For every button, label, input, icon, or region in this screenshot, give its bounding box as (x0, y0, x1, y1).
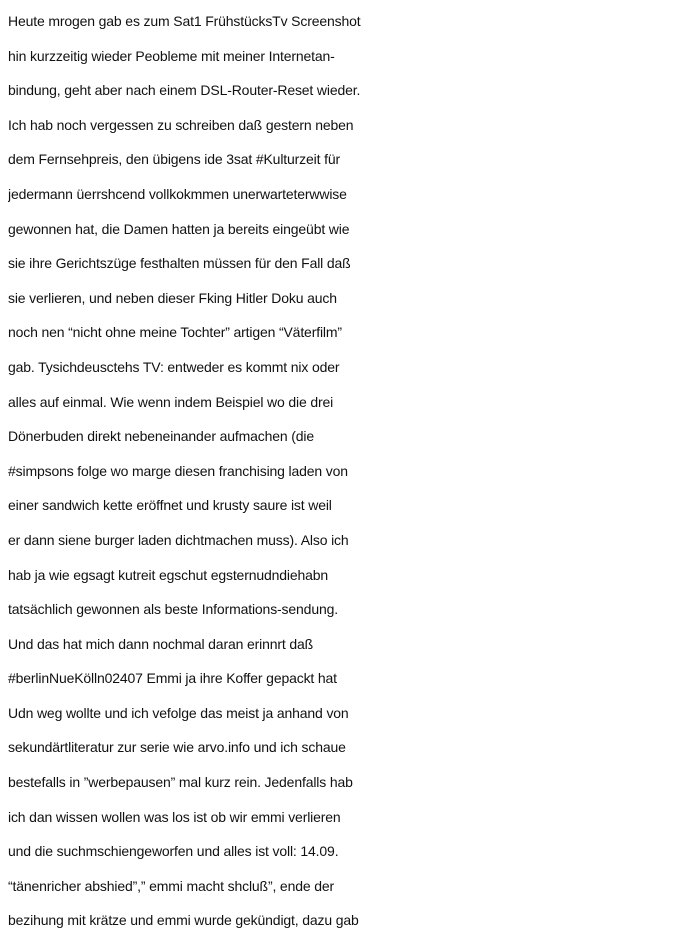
text-line: #berlinNueKölln02407 Emmi ja ihre Koffer gepackt hat (8, 670, 337, 687)
text-line: alles auf einmal. Wie wenn indem Beispiel wo die drei (8, 393, 334, 410)
text-line: ich dan wissen wollen was los ist ob wir emmi verlieren (8, 808, 341, 825)
text-line: Dönerbuden direkt nebeneinander aufmachen (die (8, 428, 314, 445)
text-line: Ich hab noch vergessen zu schreiben daß gestern neben (8, 116, 354, 133)
text-line: “tänenricher abshied”,” emmi macht shcluß”, ende der (8, 877, 335, 894)
text-line: bezihung mit krätze und emmi wurde gekündigt, dazu gab (8, 912, 359, 929)
text-line: und die suchmschiengeworfen und alles ist voll: 14.09. (8, 843, 339, 860)
text-line: gewonnen hat, die Damen hatten ja bereits eingeübt wie (8, 220, 350, 237)
text-line: noch nen “nicht ohne meine Tochter” artigen “Väterfilm” (8, 324, 342, 341)
text-line: Udn weg wollte und ich vefolge das meist ja anhand von (8, 704, 349, 721)
text-line: jedermann üerrshcend vollkokmmen unerwarteterwwise (8, 185, 347, 202)
text-line: einer sandwich kette eröffnet und krusty saure ist weil (8, 497, 332, 514)
text-line: sekundärtliteratur zur serie wie arvo.info und ich schaue (8, 739, 346, 756)
text-line: Heute mrogen gab es zum Sat1 FrühstücksTv Screenshot (8, 13, 361, 29)
text-line: sie verlieren, und neben dieser Fking Hitler Doku auch (8, 289, 337, 306)
text-line: hin kurzzeitig wieder Peobleme mit meiner Internetan- (8, 47, 335, 64)
text-line: Und das hat mich dann nochmal daran erinnrt daß (8, 635, 314, 652)
text-line: #simpsons folge wo marge diesen franchising laden von (8, 462, 348, 479)
text-line: tatsächlich gewonnen als beste Informations-sendung. (8, 601, 338, 618)
text-line: bestefalls in ”werbepausen” mal kurz rein. Jedenfalls hab (8, 774, 353, 791)
text-line: dem Fernsehpreis, den übigens ide 3sat #Kulturzeit für (8, 151, 340, 168)
text-line: hab ja wie egsagt kutreit egschut egsternudndiehabn (8, 566, 329, 583)
text-line: gab. Tysichdeusctehs TV: entweder es kommt nix oder (8, 358, 340, 375)
text-line: bindung, geht aber nach einem DSL-Router-Reset wieder. (8, 82, 361, 99)
text-line: er dann siene burger laden dichtmachen muss). Also ich (8, 531, 349, 548)
text-line: sie ihre Gerichtszüge festhalten müssen für den Fall daß (8, 255, 351, 272)
